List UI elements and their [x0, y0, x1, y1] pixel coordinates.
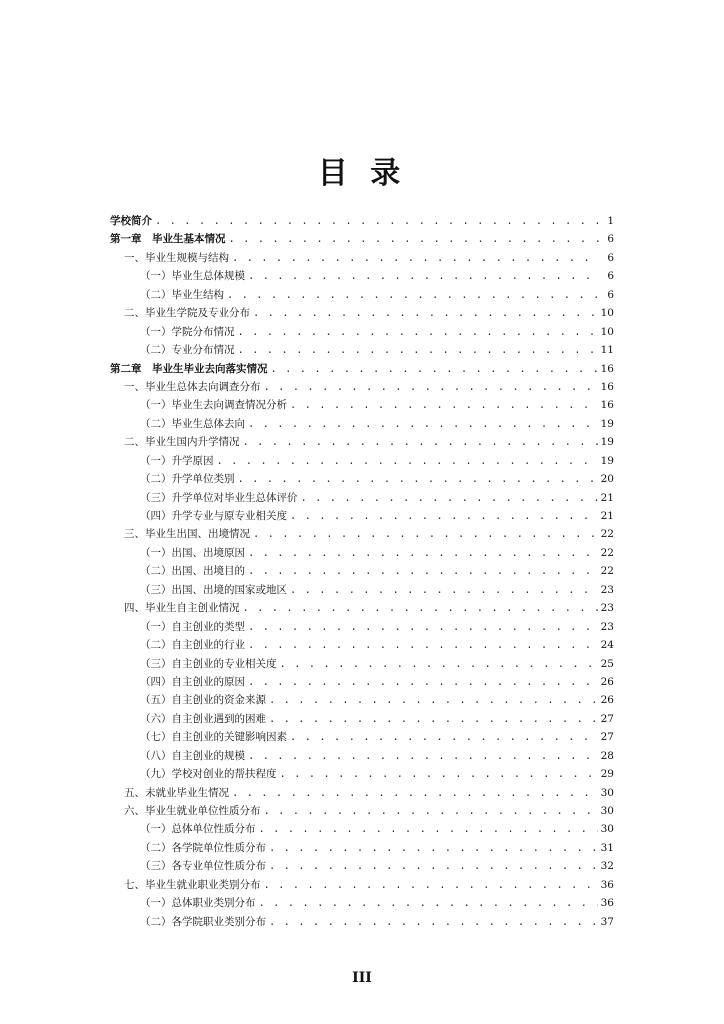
dot-leader [264, 378, 598, 396]
toc-entry[interactable] [110, 655, 614, 673]
toc-entry-label: （一）学院分布情况 [140, 325, 235, 338]
toc-entry[interactable] [110, 913, 614, 931]
toc-entry-page-number: 23 [600, 620, 614, 633]
toc-entry-page-number: 32 [600, 860, 614, 873]
toc-entry-page-number: 24 [600, 639, 614, 652]
dot-leader [238, 341, 598, 359]
dot-leader [280, 765, 598, 783]
dot-leader [253, 304, 598, 322]
dot-leader [243, 433, 598, 451]
toc-entry[interactable] [110, 581, 614, 599]
toc-entry-page-number: 30 [600, 786, 614, 799]
toc-entry[interactable] [110, 857, 614, 875]
toc-entry-label: 七、毕业生就业职业类别分布 [124, 878, 261, 891]
toc-entry[interactable] [110, 415, 614, 433]
toc-entry-page-number: 28 [600, 749, 614, 762]
dot-leader [232, 784, 598, 802]
dot-leader [248, 415, 598, 433]
toc-entry-page-number: 30 [600, 805, 614, 817]
toc-entry-page-number: 25 [600, 657, 614, 670]
toc-entry-page-number: 19 [600, 454, 614, 467]
toc-entry[interactable] [110, 489, 614, 507]
dot-leader [271, 360, 598, 378]
page-number: III [352, 970, 372, 986]
dot-leader [155, 212, 599, 230]
toc-entry-page-number: 36 [600, 897, 614, 910]
toc-entry-page-number: 16 [600, 399, 614, 412]
toc-entry-page-number: 21 [600, 491, 614, 504]
toc-entry-label: （三）出国、出境的国家或地区 [140, 583, 287, 596]
toc-entry-page-number: 22 [600, 565, 614, 578]
toc-entry-label: （三）自主创业的专业相关度 [140, 657, 277, 670]
dot-leader [290, 396, 598, 414]
toc-entry-label: （七）自主创业的关键影响因素 [140, 731, 287, 744]
toc-entry-page-number: 16 [600, 362, 614, 375]
toc-entry[interactable] [110, 636, 614, 654]
toc-entry-page-number: 20 [600, 473, 614, 486]
toc-entry-label: 二、毕业生国内升学情况 [124, 436, 240, 449]
toc-entry-page-number: 22 [600, 546, 614, 559]
toc-entry-label: 三、毕业生出国、出境情况 [124, 528, 250, 541]
toc-entry-page-number: 27 [600, 731, 614, 744]
toc-entry-page-number: 10 [600, 307, 614, 320]
toc-entry-label: （二）各学院单位性质分布 [140, 841, 266, 854]
dot-leader [259, 820, 598, 838]
dot-leader [253, 525, 598, 543]
toc-entry[interactable] [110, 599, 614, 617]
toc-entry[interactable] [110, 876, 614, 894]
dot-leader [259, 894, 598, 912]
dot-leader [280, 655, 598, 673]
toc-entry-label: （一）升学原因 [140, 454, 214, 467]
toc-entry-label: （四）升学专业与原专业相关度 [140, 510, 287, 522]
toc-entry[interactable] [110, 396, 614, 414]
toc-entry-label: 第二章 毕业生毕业去向落实情况 [110, 362, 268, 375]
toc-entry-label: 六、毕业生就业单位性质分布 [124, 805, 261, 817]
toc-entry-page-number: 11 [600, 344, 614, 357]
dot-leader [238, 470, 598, 488]
toc-entry[interactable] [110, 802, 614, 820]
toc-entry-label: （二）专业分布情况 [140, 344, 235, 357]
dot-leader [269, 913, 598, 931]
toc-entry[interactable] [110, 341, 614, 359]
toc-entry-label: （五）自主创业的资金来源 [140, 694, 266, 707]
toc-entry[interactable] [110, 784, 614, 802]
toc-entry-page-number: 23 [600, 583, 614, 596]
dot-leader [217, 452, 598, 470]
toc-entry-page-number: 16 [600, 380, 614, 393]
toc-entry-label: （二）出国、出境目的 [140, 565, 245, 578]
toc-entry-page-number: 1 [607, 215, 614, 227]
dot-leader [248, 267, 599, 285]
toc-entry[interactable] [110, 765, 614, 783]
toc-entry-page-number: 27 [600, 712, 614, 725]
dot-leader [243, 599, 598, 617]
toc-entry-label: （一）毕业生去向调查情况分析 [140, 399, 287, 412]
toc-entry[interactable] [110, 728, 614, 746]
toc-entry[interactable] [110, 230, 614, 248]
dot-leader [248, 673, 598, 691]
dot-leader [248, 562, 598, 580]
toc-entry-label: （二）毕业生结构 [140, 288, 224, 301]
toc-entry[interactable] [110, 820, 614, 838]
toc-entry[interactable] [110, 323, 614, 341]
toc-entry-page-number: 10 [600, 325, 614, 338]
toc-entry-page-number: 22 [600, 528, 614, 541]
toc-entry-label: （二）各学院职业类别分布 [140, 915, 266, 928]
toc-entry-page-number: 21 [600, 510, 614, 522]
dot-leader [269, 691, 598, 709]
dot-leader [248, 747, 598, 765]
toc-entry[interactable] [110, 433, 614, 451]
toc-entry-label: （二）毕业生总体去向 [140, 417, 245, 430]
toc-entry[interactable] [110, 304, 614, 322]
toc-entry[interactable] [110, 544, 614, 562]
toc-entry-label: （一）出国、出境原因 [140, 546, 245, 559]
toc-entry-label: 二、毕业生学院及专业分布 [124, 307, 250, 320]
toc-entry-label: （一）总体职业类别分布 [140, 897, 256, 910]
toc-entry-label: （二）升学单位类别 [140, 473, 235, 486]
toc-entry-label: 一、毕业生规模与结构 [124, 251, 229, 264]
toc-entry-label: （六）自主创业遇到的困难 [140, 712, 266, 725]
toc-entry-page-number: 30 [600, 823, 614, 836]
toc-entry[interactable] [110, 673, 614, 691]
toc-entry-page-number: 6 [607, 251, 614, 264]
toc-entry-label: 五、未就业毕业生情况 [124, 786, 229, 799]
dot-leader [269, 857, 598, 875]
toc-entry-page-number: 19 [600, 417, 614, 430]
toc-entry-label: （一）毕业生总体规模 [140, 270, 245, 283]
dot-leader [248, 618, 598, 636]
dot-leader [232, 249, 599, 267]
dot-leader [269, 839, 598, 857]
toc-entry-page-number: 31 [600, 841, 614, 854]
toc-entry[interactable] [110, 747, 614, 765]
dot-leader [238, 323, 598, 341]
toc-entry-label: （二）自主创业的行业 [140, 639, 245, 652]
dot-leader [264, 802, 598, 820]
toc-entry[interactable] [110, 710, 614, 728]
dot-leader [269, 710, 598, 728]
toc-entry-page-number: 19 [600, 436, 614, 449]
toc-entry[interactable] [110, 839, 614, 857]
toc-entry[interactable] [110, 286, 614, 304]
dot-leader [229, 230, 600, 248]
dot-leader [301, 489, 598, 507]
toc-entry-page-number: 26 [600, 675, 614, 688]
toc-title: 目 录 [317, 156, 407, 191]
toc-entry-label: （一）总体单位性质分布 [140, 823, 256, 836]
toc-entry[interactable] [110, 894, 614, 912]
toc-entry[interactable] [110, 525, 614, 543]
toc-entry-page-number: 6 [607, 288, 614, 301]
toc-entry-page-number: 23 [600, 602, 614, 615]
toc-entry[interactable] [110, 360, 614, 378]
toc-entry[interactable] [110, 618, 614, 636]
toc-entry[interactable] [110, 562, 614, 580]
dot-leader [248, 636, 598, 654]
toc-entry[interactable] [110, 507, 614, 525]
dot-leader [264, 876, 598, 894]
dot-leader [290, 507, 598, 525]
toc-entry-page-number: 37 [600, 915, 614, 928]
dot-leader [290, 581, 598, 599]
toc-entry[interactable] [110, 249, 614, 267]
table-of-contents [110, 212, 614, 931]
toc-entry-page-number: 36 [600, 878, 614, 891]
toc-entry-page-number: 26 [600, 694, 614, 707]
toc-entry-label: （八）自主创业的规模 [140, 749, 245, 762]
toc-entry[interactable] [110, 691, 614, 709]
toc-entry-label: 第一章 毕业生基本情况 [110, 233, 226, 246]
toc-entry-label: （九）学校对创业的帮扶程度 [140, 768, 277, 781]
toc-entry-label: （一）自主创业的类型 [140, 620, 245, 633]
dot-leader [290, 728, 598, 746]
dot-leader [248, 544, 598, 562]
toc-entry-page-number: 6 [607, 233, 614, 246]
toc-entry[interactable] [110, 212, 614, 230]
toc-entry-label: 四、毕业生自主创业情况 [124, 602, 240, 615]
toc-entry-label: 学校简介 [110, 215, 152, 227]
toc-entry[interactable] [110, 470, 614, 488]
toc-entry-page-number: 6 [607, 270, 614, 283]
toc-entry[interactable] [110, 378, 614, 396]
toc-entry-label: （四）自主创业的原因 [140, 675, 245, 688]
toc-entry-page-number: 29 [600, 768, 614, 781]
toc-entry-label: （三）升学单位对毕业生总体评价 [140, 491, 298, 504]
toc-entry-label: 一、毕业生总体去向调查分布 [124, 380, 261, 393]
dot-leader [227, 286, 599, 304]
toc-entry[interactable] [110, 452, 614, 470]
toc-entry[interactable] [110, 267, 614, 285]
toc-entry-label: （三）各专业单位性质分布 [140, 860, 266, 873]
